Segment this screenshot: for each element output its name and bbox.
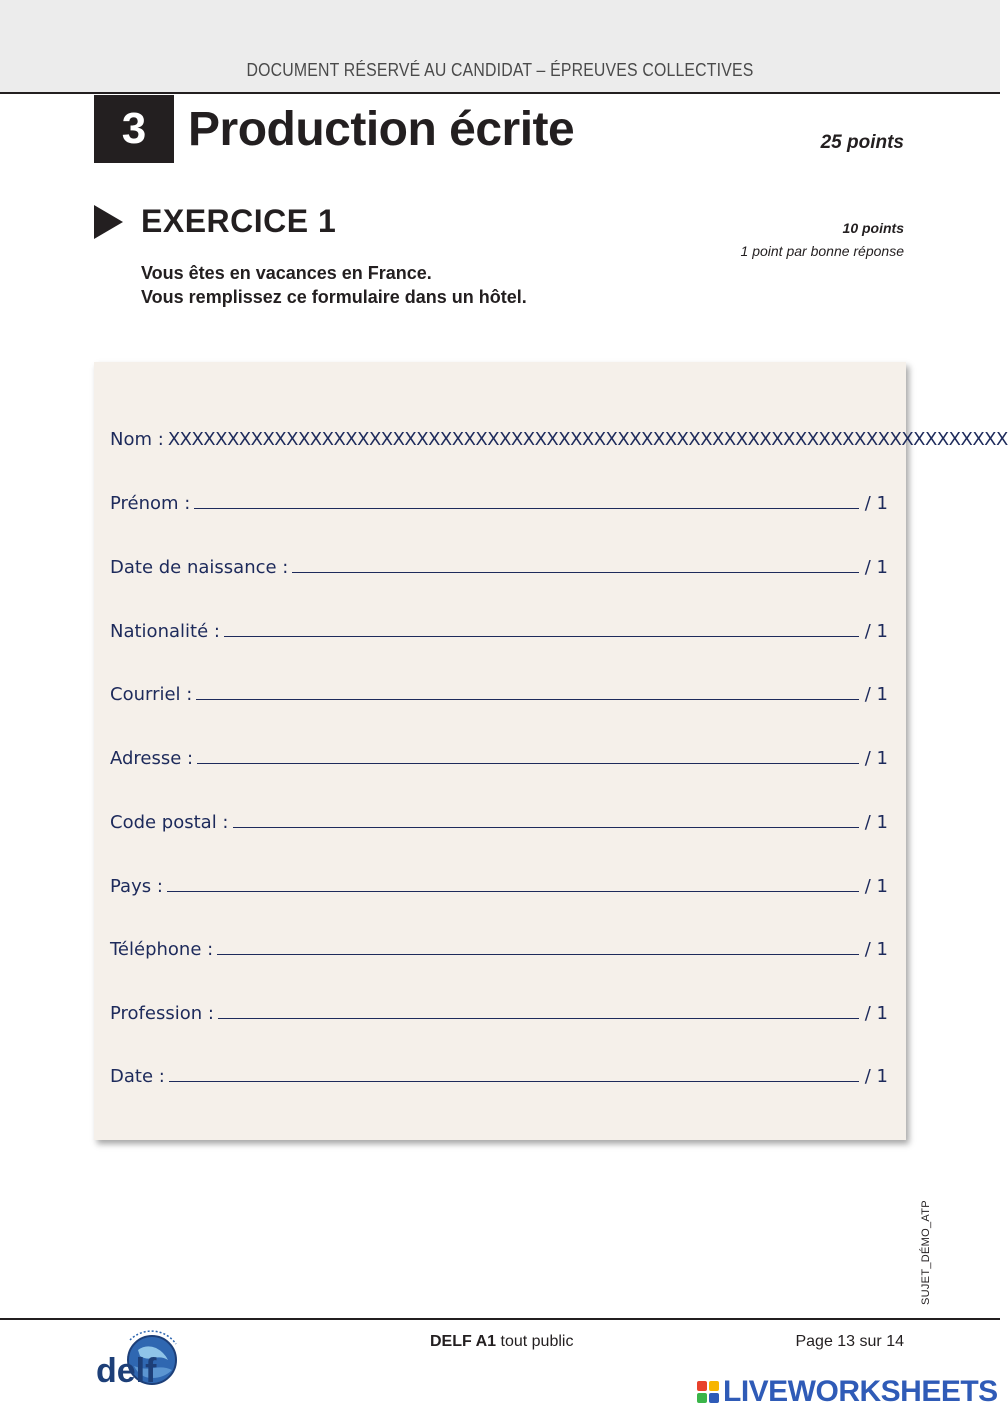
liveworksheets-text: LIVEWORKSHEETS xyxy=(723,1375,998,1408)
form-label: Profession : xyxy=(110,1003,214,1024)
form-row[interactable] xyxy=(110,550,888,578)
form-row[interactable] xyxy=(110,614,888,642)
form-row-nom xyxy=(110,422,1008,450)
hotel-form xyxy=(94,362,1008,1140)
delf-logo-text: delf xyxy=(96,1352,157,1390)
form-row[interactable] xyxy=(110,805,888,833)
liveworksheets-icon xyxy=(697,1381,719,1403)
answer-line[interactable] xyxy=(167,891,859,892)
form-label: Téléphone : xyxy=(110,939,214,960)
form-label: Date de naissance : xyxy=(110,557,289,578)
score-label: / 1 xyxy=(864,1003,888,1024)
form-row[interactable] xyxy=(110,932,888,960)
exercise-points: 10 points xyxy=(842,220,904,236)
exercise-title: EXERCICE 1 xyxy=(141,203,337,239)
exam-name xyxy=(430,1333,573,1351)
answer-line[interactable] xyxy=(169,1081,859,1082)
page-number: Page 13 sur 14 xyxy=(795,1333,904,1350)
score-label: / 1 xyxy=(864,812,888,833)
form-label: Code postal : xyxy=(110,812,229,833)
form-label: Courriel : xyxy=(110,684,193,705)
answer-line[interactable] xyxy=(233,827,859,828)
header-title: DOCUMENT RÉSERVÉ AU CANDIDAT – ÉPREUVES COLLECTIVES xyxy=(246,60,754,80)
liveworksheets-logo[interactable] xyxy=(697,1376,998,1408)
score-label: / 1 xyxy=(864,748,888,769)
form-row[interactable] xyxy=(110,869,888,897)
form-value-nom: XXXXXXXXXXXXXXXXXXXXXXXXXXXXXXXXXXXXXXXXXXXXXXXXXXXXXXXXXXXXXXXXXXXXXXX xyxy=(167,429,1008,450)
exercise-scoring: 1 point par bonne réponse xyxy=(740,243,904,259)
answer-line[interactable] xyxy=(292,572,858,573)
section-points: 25 points xyxy=(820,132,904,153)
footer-divider xyxy=(0,1318,1000,1320)
form-row[interactable] xyxy=(110,677,888,705)
score-label: / 1 xyxy=(864,1066,888,1087)
document-code: SUJET_DÉMO_ATP xyxy=(920,1200,932,1305)
form-label: Nationalité : xyxy=(110,621,220,642)
form-label: Nom : xyxy=(110,429,164,450)
section-number: 3 xyxy=(94,95,174,163)
answer-line[interactable] xyxy=(196,699,858,700)
score-label: / 1 xyxy=(864,557,888,578)
answer-line[interactable] xyxy=(194,508,858,509)
instruction-line: Vous êtes en vacances en France. xyxy=(141,263,432,283)
instruction-line: Vous remplissez ce formulaire dans un hôtel. xyxy=(141,287,527,307)
section-title: Production écrite xyxy=(188,103,575,156)
score-label: / 1 xyxy=(864,939,888,960)
form-row[interactable] xyxy=(110,486,888,514)
score-label: / 1 xyxy=(864,684,888,705)
answer-line[interactable] xyxy=(218,1018,859,1019)
form-row[interactable] xyxy=(110,1059,888,1087)
score-label: / 1 xyxy=(864,876,888,897)
exam-audience: tout public xyxy=(496,1333,574,1350)
delf-logo xyxy=(94,1326,184,1394)
answer-line[interactable] xyxy=(197,763,859,764)
form-row[interactable] xyxy=(110,996,888,1024)
exam-level: DELF A1 xyxy=(430,1333,497,1350)
form-label: Date : xyxy=(110,1066,165,1087)
form-label: Pays : xyxy=(110,876,163,897)
score-label: / 1 xyxy=(864,621,888,642)
play-arrow-icon xyxy=(94,205,123,239)
answer-line[interactable] xyxy=(224,636,859,637)
form-row[interactable] xyxy=(110,741,888,769)
answer-line[interactable] xyxy=(217,954,859,955)
score-label: / 1 xyxy=(864,493,888,514)
form-label: Adresse : xyxy=(110,748,194,769)
form-label: Prénom : xyxy=(110,493,191,514)
